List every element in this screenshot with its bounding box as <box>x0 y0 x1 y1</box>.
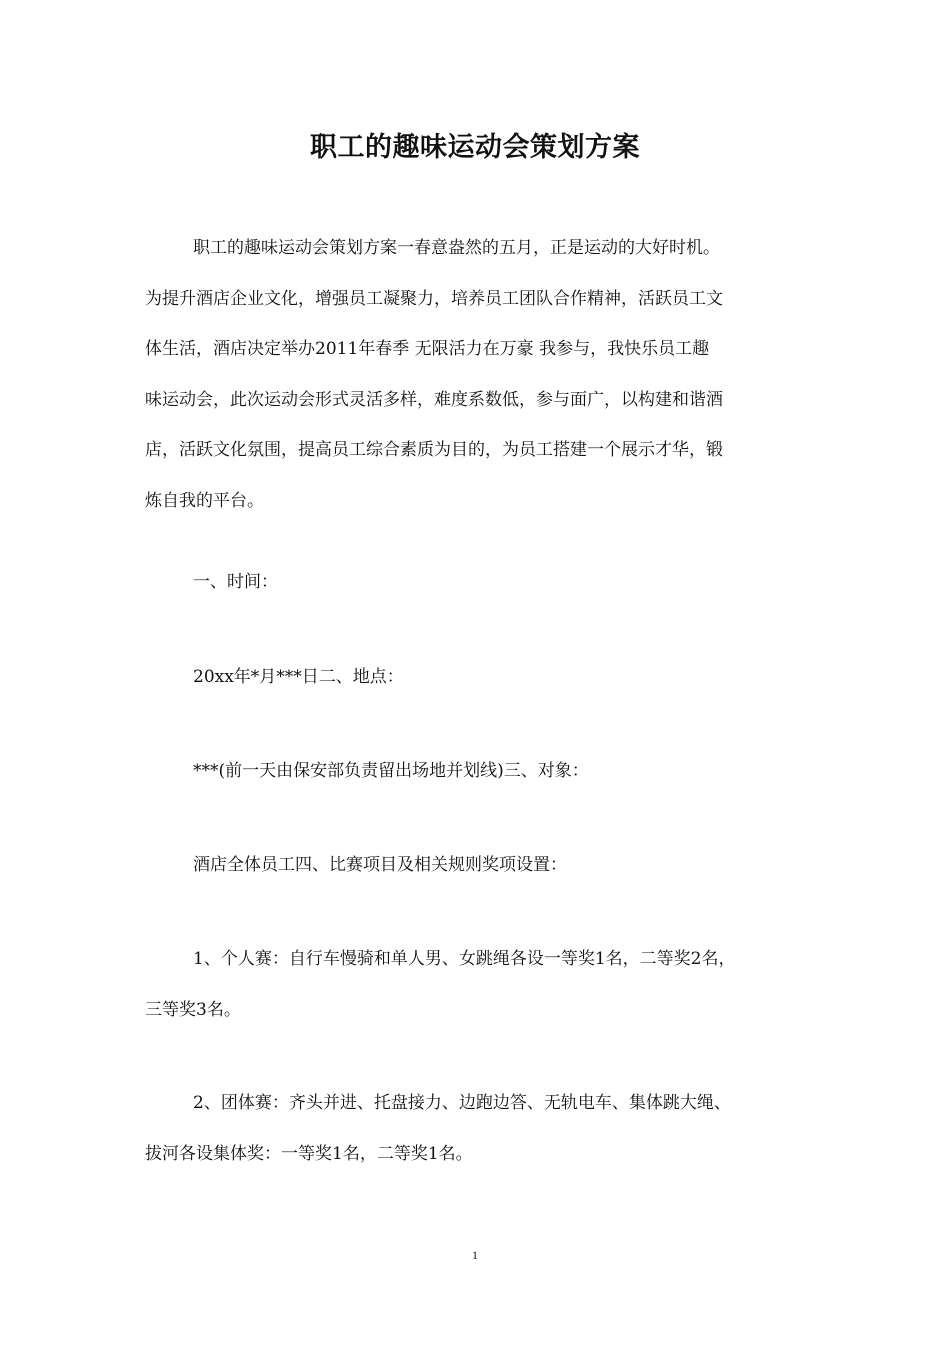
individual-competition <box>145 934 810 1035</box>
paragraph-line: 职工的趣味运动会策划方案一春意盎然的五月，正是运动的大好时机。 <box>193 238 720 258</box>
page-number: 1 <box>472 1248 478 1262</box>
document-title: 职工的趣味运动会策划方案 <box>310 132 640 163</box>
section-place-target <box>145 746 810 797</box>
place-and-target-heading: ***(前一天由保安部负责留出场地并划线)三、对象： <box>193 761 589 781</box>
intro-paragraph <box>145 223 810 526</box>
section-target-items <box>145 840 810 891</box>
paragraph-line: 三等奖3名。 <box>145 999 241 1020</box>
section-date-place <box>145 652 810 703</box>
paragraph-line: 2、团体赛：齐头并进、托盘接力、边跑边答、无轨电车、集体跳大绳、 <box>193 1093 731 1113</box>
section-time <box>145 557 810 608</box>
paragraph-line: 店，活跃文化氛围，提高员工综合素质为目的，为员工搭建一个展示才华，锻 <box>145 440 723 460</box>
paragraph-line: 为提升酒店企业文化，增强员工凝聚力，培养员工团队合作精神，活跃员工文 <box>145 288 723 309</box>
paragraph-line: 1、个人赛：自行车慢骑和单人男、女跳绳各设一等奖1名，二等奖2名， <box>193 949 736 969</box>
paragraph-line: 炼自我的平台。 <box>145 490 264 511</box>
section-heading-time: 一、时间： <box>193 572 278 592</box>
paragraph-line: 拔河各设集体奖：一等奖1名，二等奖1名。 <box>145 1143 473 1164</box>
date-and-place-heading: 20xx年*月***日二、地点： <box>193 667 404 687</box>
target-and-items-heading: 酒店全体员工四、比赛项目及相关规则奖项设置： <box>193 855 567 875</box>
paragraph-line: 味运动会，此次运动会形式灵活多样，难度系数低，参与面广，以构建和谐酒 <box>145 389 723 410</box>
team-competition <box>145 1078 810 1179</box>
paragraph-line: 体生活，酒店决定举办2011年春季 无限活力在万豪 我参与，我快乐员工趣 <box>145 339 710 359</box>
